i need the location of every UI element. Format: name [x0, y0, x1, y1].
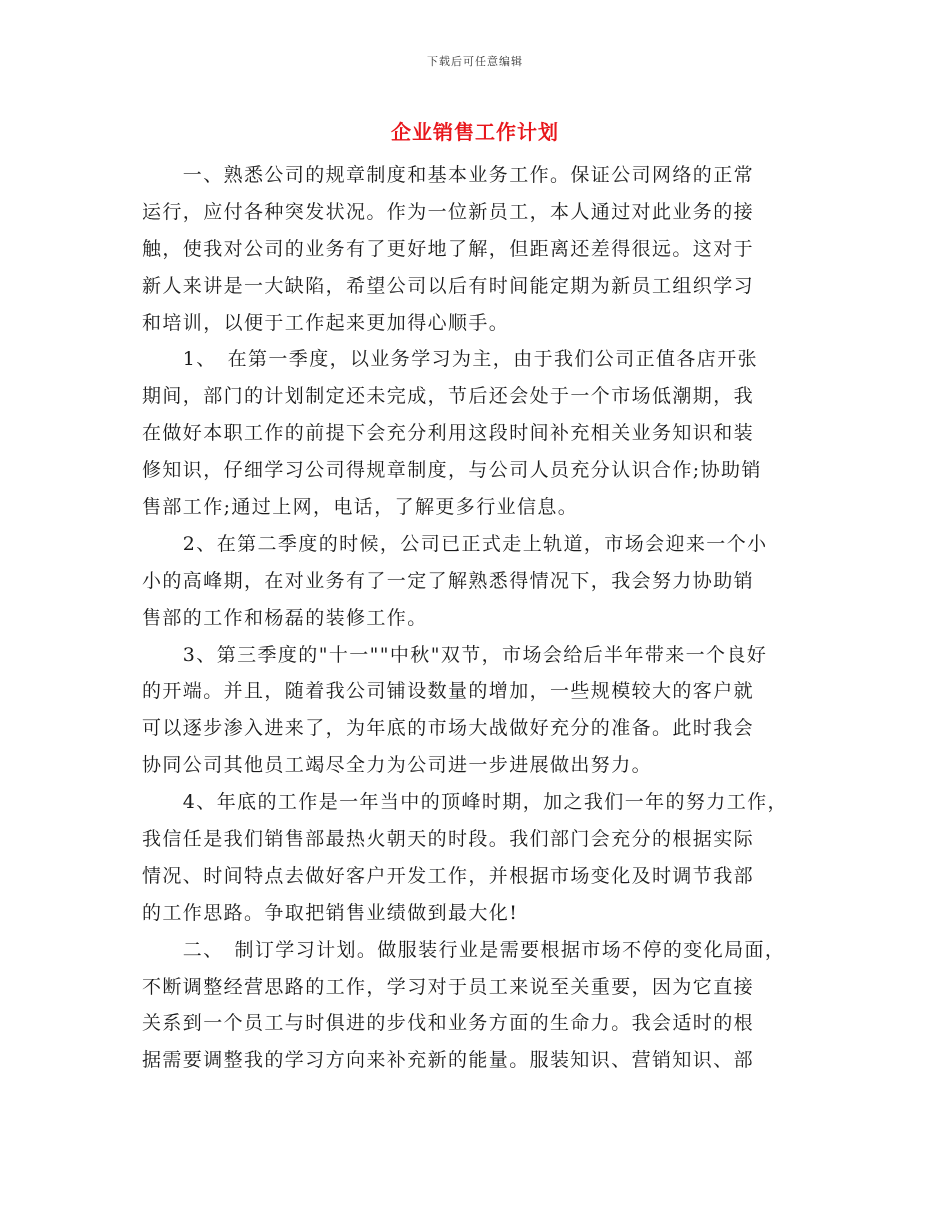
- text-line: 我信任是我们销售部最热火朝天的时段。我们部门会充分的根据实际: [142, 828, 755, 851]
- text-line: 新人来讲是一大缺陷，希望公司以后有时间能定期为新员工组织学习: [142, 274, 755, 297]
- text-line: 可以逐步渗入进来了，为年底的市场大战做好充分的准备。此时我会: [142, 717, 755, 740]
- text-line: 修知识，仔细学习公司得规章制度，与公司人员充分认识合作;协助销: [142, 459, 762, 482]
- text-line: 在做好本职工作的前提下会充分利用这段时间补充相关业务知识和装: [142, 422, 755, 445]
- text-line: 据需要调整我的学习方向来补充新的能量。服装知识、营销知识、部: [142, 1049, 755, 1072]
- paragraph-4: [142, 637, 832, 785]
- text-line: 小的高峰期，在对业务有了一定了解熟悉得情况下，我会努力协助销: [142, 569, 755, 592]
- text-line: 和培训，以便于工作起来更加得心顺手。: [142, 311, 510, 334]
- text-line: 触，使我对公司的业务有了更好地了解，但距离还差得很远。这对于: [142, 237, 755, 260]
- text-line: 的工作思路。争取把销售业绩做到最大化!: [142, 901, 519, 924]
- text-line: 期间，部门的计划制定还未完成，节后还会处于一个市场低潮期，我: [142, 385, 755, 408]
- paragraph-6: [142, 932, 832, 1080]
- text-line: 协同公司其他员工竭尽全力为公司进一步进展做出努力。: [142, 754, 653, 777]
- text-line: 不断调整经营思路的工作，学习对于员工来说至关重要，因为它直接: [142, 975, 755, 998]
- text-line: 情况、时间特点去做好客户开发工作，并根据市场变化及时调节我部: [142, 864, 755, 887]
- paragraph-2: [142, 341, 832, 525]
- paragraph-5: [142, 784, 832, 932]
- text-line: 二、 制订学习计划。做服装行业是需要根据市场不停的变化局面，: [142, 938, 786, 961]
- text-line: 4、年底的工作是一年当中的顶峰时期，加之我们一年的努力工作，: [142, 791, 788, 814]
- page-header-note: 下载后可任意编辑: [427, 55, 523, 68]
- text-line: 售部工作;通过上网，电话，了解更多行业信息。: [142, 496, 579, 519]
- text-line: 2、在第二季度的时候，公司已正式走上轨道，市场会迎来一个小: [142, 532, 768, 555]
- paragraph-3: [142, 526, 832, 637]
- text-line: 的开端。并且，随着我公司铺设数量的增加，一些规模较大的客户就: [142, 680, 755, 703]
- text-line: 关系到一个员工与时俱进的步伐和业务方面的生命力。我会适时的根: [142, 1012, 755, 1035]
- text-line: 运行，应付各种突发状况。作为一位新员工，本人通过对此业务的接: [142, 200, 755, 223]
- paragraph-1: [142, 157, 832, 341]
- text-line: 1、 在第一季度，以业务学习为主，由于我们公司正值各店开张: [142, 348, 758, 371]
- text-line: 售部的工作和杨磊的装修工作。: [142, 606, 428, 629]
- text-line: 3、第三季度的"十一""中秋"双节，市场会给后半年带来一个良好: [142, 643, 768, 666]
- document-body: [142, 157, 832, 1079]
- text-line: 一、熟悉公司的规章制度和基本业务工作。保证公司网络的正常: [142, 164, 755, 186]
- document-title: 企业销售工作计划: [391, 120, 559, 144]
